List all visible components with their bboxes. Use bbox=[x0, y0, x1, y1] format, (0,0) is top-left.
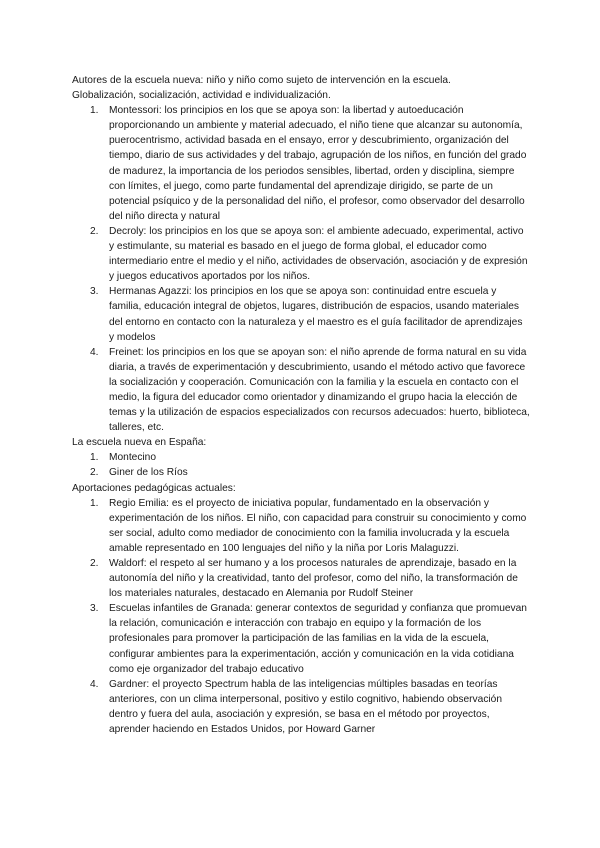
document-page bbox=[72, 73, 530, 737]
list-item bbox=[72, 556, 530, 601]
current-list bbox=[72, 496, 530, 738]
list-number: 4. bbox=[90, 678, 99, 690]
list-item bbox=[72, 224, 530, 284]
list-number: 1. bbox=[90, 452, 99, 464]
spain-list bbox=[72, 450, 530, 480]
list-number: 4. bbox=[90, 346, 99, 358]
list-item bbox=[72, 450, 530, 465]
intro-line: Autores de la escuela nueva: niño y niño como sujeto de intervención en la escuela. bbox=[72, 75, 451, 86]
list-item bbox=[72, 103, 530, 224]
list-item-text: Regio Emilia: es el proyecto de iniciativa popular, fundamentado en la observación y experimentación de los niños. El niño, con capacidad para construir su conocimiento y como ser social, adulto como mediador de conocimiento con la familia involucrada y la escuela amable representado en 100 lenguajes del niño y la niña por Loris Malaguzzi. bbox=[109, 497, 527, 554]
list-number: 1. bbox=[90, 497, 99, 509]
list-number: 2. bbox=[90, 467, 99, 479]
list-item-text: Escuelas infantiles de Granada: generar contextos de seguridad y confianza que promuevan la relación, comunicación e interacción con trabajo en equipo y la formación de los profesionales para promover la participación de las familias en la vida de la escuela, configurar ambientes para la experimentación, acción y comunicación en la vida cotidiana como eje organizador del trabajo educativo bbox=[109, 603, 527, 675]
list-number: 1. bbox=[90, 105, 99, 117]
authors-list bbox=[72, 103, 530, 435]
list-item-text: Freinet: los principios en los que se apoyan son: el niño aprende de forma natural en su vida diaria, a través de experimentación y descubrimiento, usando el método activo que favorece la socialización y cooperación. Comunicación con la familia y la escuela en contacto con el medio, la figura del educador como orientador y dinamizando el grupo hacia la elección de temas y la utilización de espacios especializados con recursos adecuados: huerto, biblioteca, talleres, etc. bbox=[109, 346, 530, 434]
list-item-text: Decroly: los principios en los que se apoya son: el ambiente adecuado, experimental, activo y estimulante, su material es basado en el juego de forma global, el educador como intermediario entre el medio y el niño, actividades de observación, asociación y de expresión y juegos educativos aportados por los niños. bbox=[109, 225, 528, 283]
list-item-text: Montessori: los principios en los que se apoya son: la libertad y autoeducación proporcionando un ambiente y material adecuado, el niño tiene que alcanzar su autonomía, puerocentrismo, actividad basada en el ensayo, error y descubrimiento, organización del tiempo, diario de sus actividades y del trabajo, agrupación de los niños, en función del grado de madurez, la importancia de los periodos sensibles, libertad, orden y disciplina, siempre con límites, el juego, como parte fundamental del aprendizaje dirigido, se parte de un potencial psíquico y de la personalidad del niño, el profesor, como observador del desarrollo del niño directa y natural bbox=[109, 105, 527, 222]
intro-line: Globalización, socialización, actividad e individualización. bbox=[72, 90, 331, 102]
list-item bbox=[72, 284, 530, 344]
list-number: 3. bbox=[90, 286, 99, 298]
list-item-text: Waldorf: el respeto al ser humano y a los procesos naturales de aprendizaje, basado en la autonomía del niño y la creatividad, tanto del profesor, como del niño, la transformación de los materiales naturales, destacado en Alemania por Rudolf Steiner bbox=[109, 558, 518, 600]
list-item bbox=[72, 496, 530, 556]
list-number: 2. bbox=[90, 225, 99, 237]
list-number: 3. bbox=[90, 603, 99, 615]
list-item-text: Giner de los Ríos bbox=[109, 467, 188, 479]
list-item bbox=[72, 677, 530, 737]
list-item bbox=[72, 601, 530, 676]
list-item bbox=[72, 465, 530, 480]
section-heading-current: Aportaciones pedagógicas actuales: bbox=[72, 482, 236, 494]
list-item bbox=[72, 345, 530, 436]
section-heading-spain: La escuela nueva en España: bbox=[72, 437, 207, 449]
list-item-text: Hermanas Agazzi: los principios en los que se apoya son: continuidad entre escuela y familia, educación integral de objetos, lugares, distribución de espacios, usando materiales del entorno en contacto con la naturaleza y el maestro es el guía facilitador de aprendizajes y modelos bbox=[109, 286, 523, 343]
list-item-text: Montecino bbox=[109, 452, 157, 464]
list-number: 2. bbox=[90, 558, 99, 569]
list-item-text: Gardner: el proyecto Spectrum habla de las inteligencias múltiples basadas en teorías anteriores, con un clima interpersonal, positivo y estilo cognitivo, habiendo observación dentro y fuera del aula, asociación y expresión, se basa en el método por proyectos, aprender haciendo en Estados Unidos, por Howard Garner bbox=[109, 678, 503, 736]
